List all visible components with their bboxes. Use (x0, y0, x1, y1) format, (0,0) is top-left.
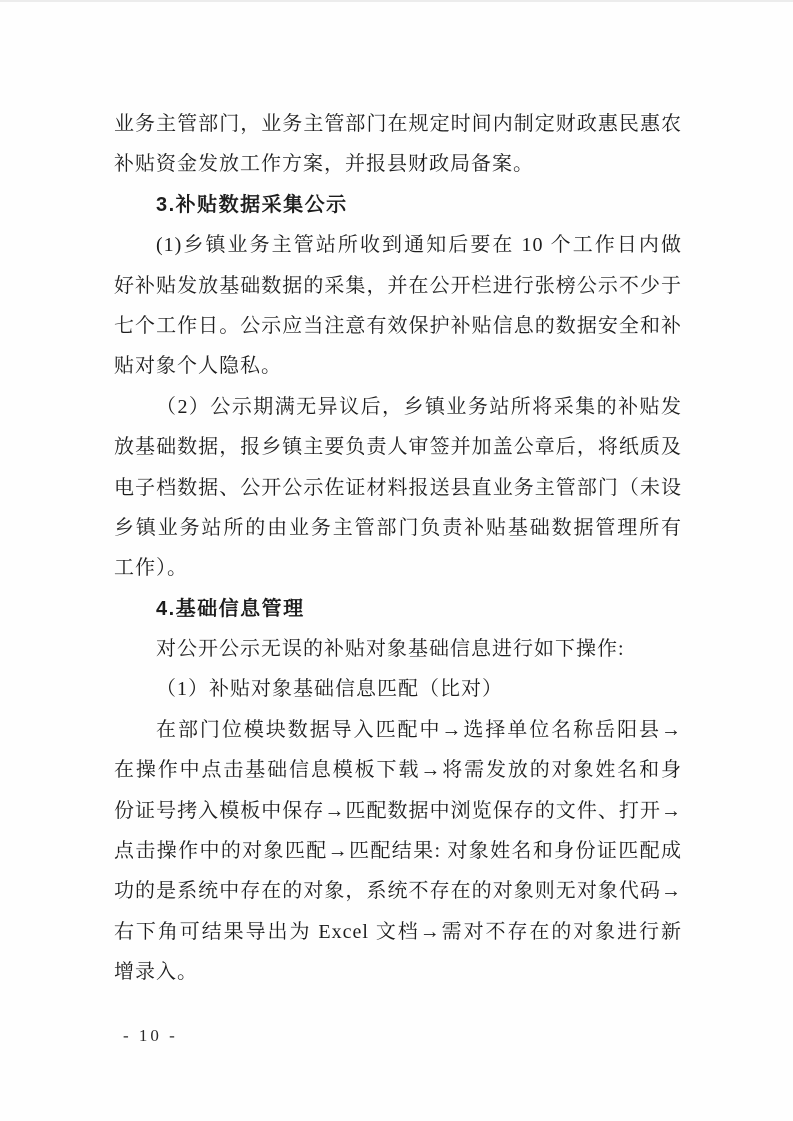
text-line: （1）补贴对象基础信息匹配（比对） (156, 678, 503, 701)
text-line: 增录入。 (114, 961, 198, 984)
text-line: 七个工作日。公示应当注意有效保护补贴信息的数据安全和补 (114, 314, 682, 337)
scan-edge-artifact (0, 0, 793, 2)
text-line: (1)乡镇业务主管站所收到通知后要在 10 个工作日内做 (156, 234, 682, 257)
text-line: 在部门位模块数据导入匹配中→选择单位名称岳阳县→ (156, 718, 682, 741)
text-line: 份证号拷入模板中保存→匹配数据中浏览保存的文件、打开→ (114, 799, 682, 822)
section-heading-subsidy-data-publicity: 3.补贴数据采集公示 (156, 193, 348, 216)
text-line: 贴对象个人隐私。 (114, 355, 282, 378)
text-line: 对公开公示无误的补贴对象基础信息进行如下操作: (156, 638, 625, 661)
document-body (114, 104, 682, 993)
text-line: 放基础数据，报乡镇主要负责人审签并加盖公章后，将纸质及 (114, 436, 682, 459)
page-number: - 10 - (123, 1026, 178, 1045)
text-line: 点击操作中的对象匹配→匹配结果: 对象姓名和身份证匹配成 (114, 840, 682, 863)
text-line: 功的是系统中存在的对象，系统不存在的对象则无对象代码→ (114, 880, 682, 903)
text-line: 工作）。 (114, 557, 188, 580)
text-line: 补贴资金发放工作方案，并报县财政局备案。 (114, 153, 534, 176)
section-heading-basic-info-management: 4.基础信息管理 (156, 597, 305, 620)
text-line: 好补贴发放基础数据的采集，并在公开栏进行张榜公示不少于 (114, 274, 682, 297)
text-line: 电子档数据、公开公示佐证材料报送县直业务主管部门（未设 (114, 476, 682, 499)
text-line: （2）公示期满无异议后，乡镇业务站所将采集的补贴发 (156, 395, 682, 418)
text-line: 右下角可结果导出为 Excel 文档→需对不存在的对象进行新 (114, 920, 682, 943)
text-line: 在操作中点击基础信息模板下载→将需发放的对象姓名和身 (114, 759, 682, 782)
text-line: 业务主管部门，业务主管部门在规定时间内制定财政惠民惠农 (114, 113, 682, 135)
text-line: 乡镇业务站所的由业务主管部门负责补贴基础数据管理所有 (114, 516, 682, 539)
